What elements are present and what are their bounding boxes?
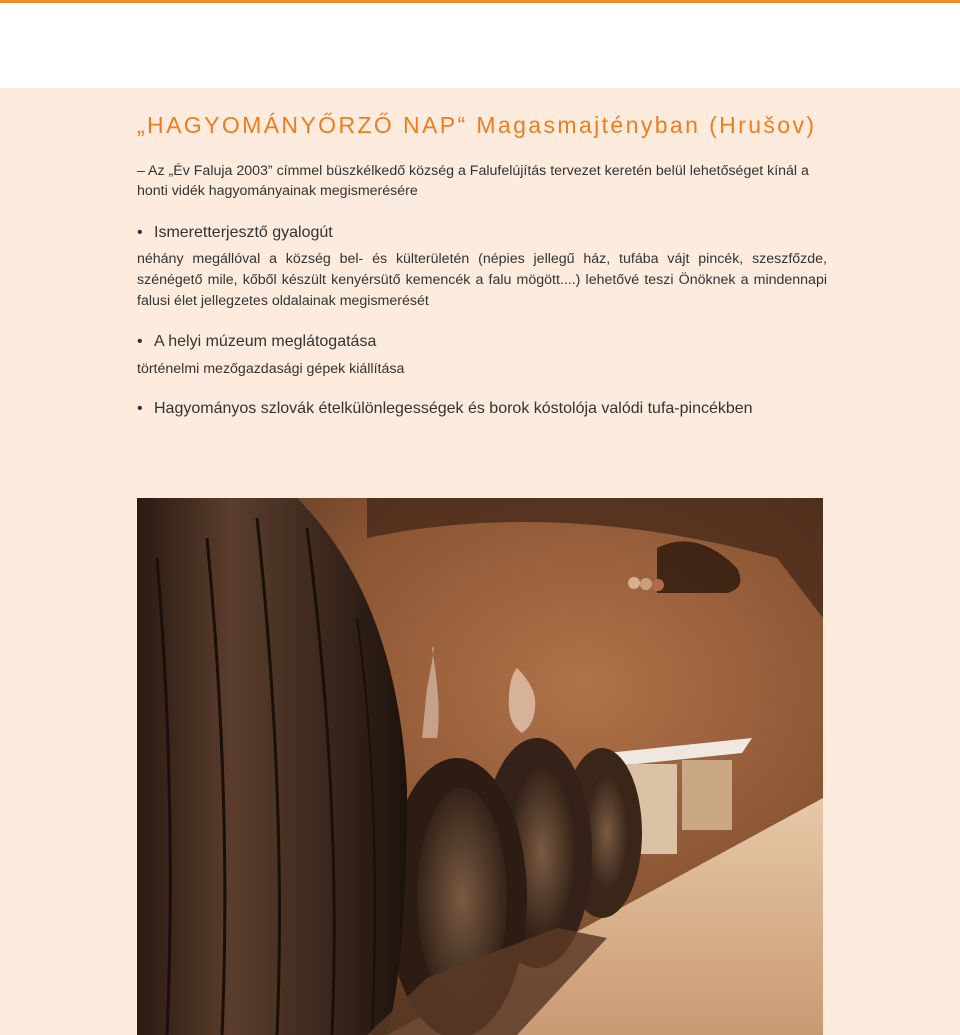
section-heading-label: Ismeretterjesztő gyalogút (154, 224, 333, 241)
bottle-icon (628, 577, 640, 589)
section-text-museum: történelmi mezőgazdasági gépek kiállítása (137, 361, 405, 377)
section-heading-museum (137, 333, 857, 351)
barrel-head (585, 773, 629, 893)
bottle-icon (640, 578, 652, 590)
section-heading-tasting (137, 400, 857, 418)
wine-cellar-photo (137, 498, 823, 1035)
wine-cellar-illustration (137, 498, 823, 1035)
section-heading-label: Hagyományos szlovák ételkülönlegességek és borok kóstolója valódi tufa-pincékben (154, 400, 753, 417)
bottle-icon (652, 579, 664, 591)
intro-paragraph: – Az „Év Faluja 2003” címmel büszkélkedő község a Falufelújítás tervezet keretén belül lehetőséget kínál a honti vidék hagyományainak megismerésére (137, 163, 809, 199)
bullet-icon: • (137, 333, 143, 350)
section-heading-walking-trail (137, 224, 857, 242)
bullet-icon: • (137, 224, 143, 241)
section-heading-label: A helyi múzeum meglátogatása (154, 333, 377, 350)
page-title: „HAGYOMÁNYŐRZŐ NAP“ Magasmajtényban (Hrušov) (137, 112, 817, 138)
section-text-walking-trail: néhány megállóval a község bel- és külterületén (népies jellegű ház, tufába vájt pincék, szeszfőzde, szénégető mile, kőből készült kenyérsütő kemencék a falu mögött....) lehetővé teszi Önöknek a mindennapi falusi élet jellegzetes oldalainak megismerését (137, 251, 827, 309)
bench-leg (682, 760, 732, 830)
top-accent-rule (0, 0, 960, 3)
bullet-icon: • (137, 400, 143, 417)
